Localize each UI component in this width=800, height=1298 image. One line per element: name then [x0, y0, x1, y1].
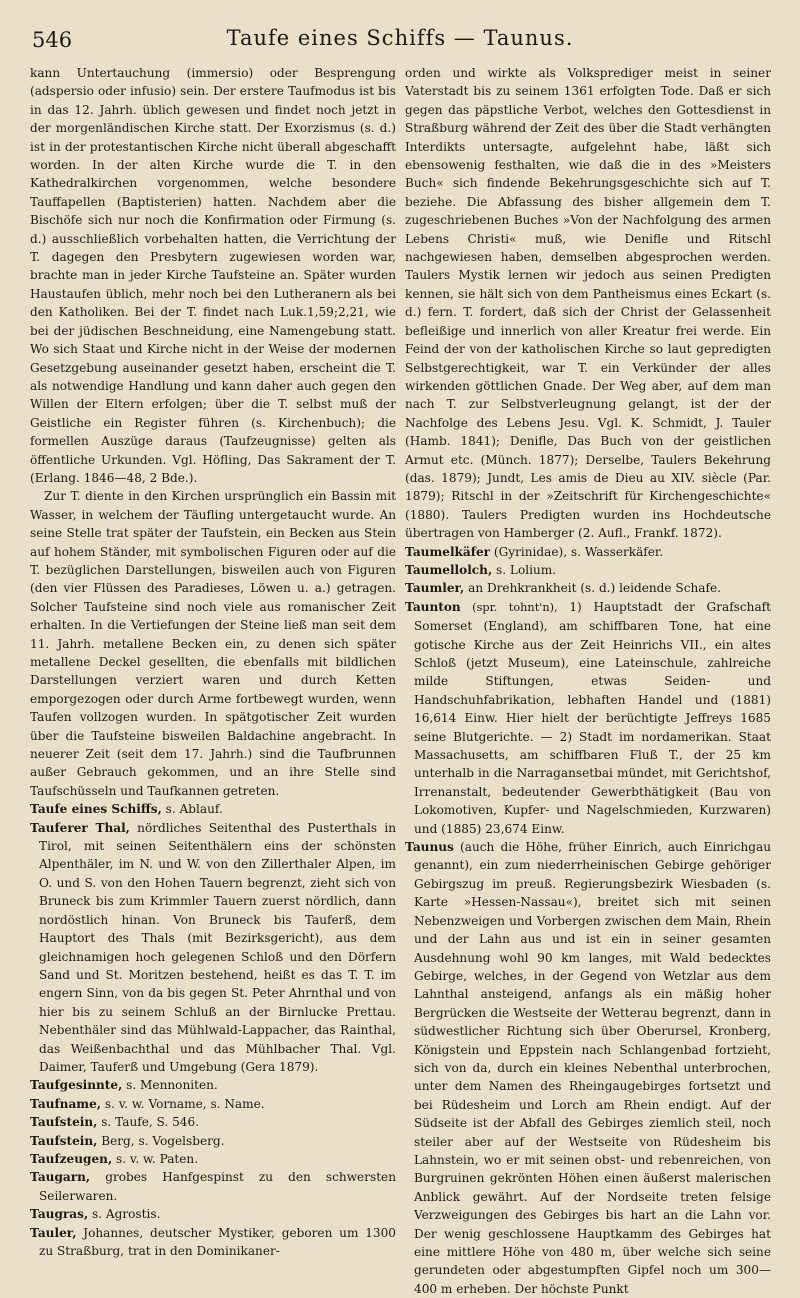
- headword: Taufgesinnte,: [30, 1078, 123, 1093]
- entry-text: (auch die Höhe, früher Einrich, auch Einrichgau genannt), ein zum niederrheinischen Gebirge gehöriger Gebirgszug im preuß. Regierungsbezirk Wiesbaden (s. Karte »Hessen-Nassau«), breitet sich mit seinen Nebenzweigen und Vorbergen zwischen dem Main, Rhein und der Lahn aus und ist ein in seiner gesamten Ausdehnung wohl 90 km langes, mit Wald bedecktes Gebirge, welches, in der Gegend von Wetzlar aus dem Lahnthal ansteigend, anfangs als ein mäßig hoher Bergrücken die Westseite der Wetterau begrenzt, dann in südwestlicher Richtung sich über Oberursel, Kronberg, Königstein und Eppstein nach Schlangenbad fortzieht, sich von da, durch ein kleines Nebenthal unterbrochen, unter dem Namen des Rheingaugebirges fortsetzt und bei Rüdesheim und Lorch am Rhein endigt. Auf der Südseite ist der Abfall des Gebirges ziemlich steil, noch steiler aber auf der Westseite von Rüdesheim bis Lahnstein, wo er mit seinen obst- und rebenreichen, von Burgruinen gekrönten Höhen einen äußerst malerischen Anblick gewährt. Auf der Nordseite treten felsige Verzweigungen des Gebirges bis hart an die Lahn vor. Der wenig geschlossene Hauptkamm des Gebirges hat eine mittlere Höhe von 480 m, über welche sich seine gerundeten oder abgestumpften Gipfel noch um 300—400 m erheben. Der höchste Punkt: [414, 840, 771, 1296]
- entry-taunton: [405, 598, 771, 838]
- headword: Taumler,: [405, 581, 465, 596]
- entry-taunus: [405, 838, 771, 1298]
- headword: Taufname,: [30, 1096, 102, 1111]
- headword: Taufstein,: [30, 1133, 98, 1148]
- headword: Taugras,: [30, 1207, 89, 1222]
- entry-text: grobes Hanfgespinst zu den schwersten Seilerwaren.: [39, 1170, 396, 1203]
- entry-text: s. Lolium.: [492, 562, 557, 577]
- headword: Taumellolch,: [405, 562, 493, 577]
- page-header: [30, 22, 770, 56]
- headword: Taufe eines Schiffs,: [30, 802, 162, 817]
- entry-taugras: [30, 1205, 396, 1223]
- headword: Taugarn,: [30, 1170, 91, 1185]
- entry-text: s. v. w. Paten.: [112, 1151, 199, 1166]
- entry-taumellolch: [405, 561, 771, 579]
- left-column: [30, 64, 396, 1260]
- entry-text: s. v. w. Vorname, s. Name.: [101, 1096, 265, 1111]
- entry-taufstein-berg: [30, 1132, 396, 1150]
- entry-text: (Gyrinidae), s. Wasserkäfer.: [490, 544, 664, 559]
- entry-tauler: [30, 1224, 396, 1261]
- headword: Taufstein,: [30, 1115, 98, 1130]
- entry-text: Berg, s. Vogelsberg.: [97, 1133, 225, 1148]
- entry-taufe-eines-schiffs: [30, 800, 396, 818]
- entry-taugarn: [30, 1168, 396, 1205]
- entry-continuation-taufe: kann Untertauchung (immersio) oder Besprengung (adspersio oder infusio) sein. Der erstere Taufmodus ist bis in das 12. Jahrh. üblich gewesen und findet noch jetzt in der morgenländischen Kirche statt. Der Exorzismus (s. d.) ist in der protestantischen Kirche nicht überall abgeschafft worden. In der alten Kirche wurde die T. in den Kathedralkirchen vorgenommen, welche besondere Tauffapellen (Baptisterien) hatten. Nachdem aber die Bischöfe sich nur noch die Konfirmation oder Firmung (s. d.) ausschließlich vorbehalten hatten, die Verrichtung der T. dagegen den Presbytern zugewiesen worden war, brachte man in jeder Kirche Taufsteine an. Später wurden Haustaufen üblich, mehr noch bei den Lutheranern als bei den Katholiken. Bei der T. findet nach Luk.1,59;2,21, wie bei der jüdischen Beschneidung, eine Namengebung statt. Wo sich Staat und Kirche nicht in der Weise der modernen Gesetzgebung auseinander gesetzt haben, erscheint die T. als notwendige Handlung und kann daher auch gegen den Willen der Eltern erfolgen; über die T. selbst muß der Geistliche ein Register führen (s. Kirchenbuch); die formellen Auszüge daraus (Taufzeugnisse) gelten als öffentliche Urkunden. Vgl. Höfling, Das Sakrament der T. (Erlang. 1846—48, 2 Bde.).: [30, 66, 396, 485]
- entry-taufname: [30, 1095, 396, 1113]
- running-title: Taufe eines Schiffs — Taunus.: [226, 26, 574, 50]
- paragraph-taufsteine: Zur T. diente in den Kirchen ursprünglich ein Bassin mit Wasser, in welchem der Täufling untergetaucht wurde. An seine Stelle trat später der Taufstein, ein Becken aus Stein auf hohem Ständer, mit symbolischen Figuren oder auf die T. bezüglichen Darstellungen, bisweilen auch von Figuren (den vier Flüssen des Paradieses, Löwen u. a.) getragen. Solcher Taufsteine sind noch viele aus romanischer Zeit erhalten. In die Vertiefungen der Steine ließ man seit dem 11. Jahrh. metallene Becken ein, zu denen sich später metallene Deckel gesellten, die ebenfalls mit bildlichen Darstellungen verziert waren und durch Ketten emporgezogen oder durch Arme fortbewegt wurden, wenn Taufen vollzogen wurden. In spätgotischer Zeit wurden über die Taufsteine bisweilen Baldachine angebracht. In neuerer Zeit (seit dem 17. Jahrh.) sind die Taufbrunnen außer Gebrauch gekommen, und an ihre Stelle sind Taufschüsseln und Taufkannen getreten.: [30, 489, 396, 798]
- entry-taufgesinnte: [30, 1076, 396, 1094]
- headword: Tauferer Thal,: [30, 820, 130, 835]
- entry-text: Johannes, deutscher Mystiker, geboren um 1300 zu Straßburg, trat in den Dominikaner-: [39, 1225, 396, 1258]
- entry-tauferer-thal: [30, 819, 396, 1077]
- right-column: [405, 64, 771, 1298]
- entry-taumler: [405, 579, 771, 597]
- entry-continuation-tauler: orden und wirkte als Volksprediger meist in seiner Vaterstadt bis zu seinem 1361 erfolgten Tode. Daß er sich gegen das päpstliche Verbot, welches den Gottesdienst in Straßburg während der Zeit des über die Stadt verhängten Interdikts untersagte, aufgelehnt habe, läßt sich ebensowenig festhalten, wie daß die in des »Meisters Buch« sich findende Bekehrungsgeschichte sich auf T. beziehe. Die Abfassung des bisher allgemein dem T. zugeschriebenen Buches »Von der Nachfolgung des armen Lebens Christi« muß, wie Denifle und Ritschl nachgewiesen haben, demselben abgesprochen werden. Taulers Mystik lernen wir jedoch aus seinen Predigten kennen, sie hält sich von dem Pantheismus eines Eckart (s. d.) fern. T. fordert, daß sich der Christ der Gelassenheit befleißige und innerlich von aller Kreatur frei werde. Ein Feind der von der katholischen Kirche so laut gepredigten Selbstgerechtigkeit, war T. ein Verkünder der alles wirkenden göttlichen Gnade. Der Weg aber, auf dem man nach T. zur Selbstverleugnung gelangt, ist der der Nachfolge des Lebens Jesu. Vgl. K. Schmidt, J. Tauler (Hamb. 1841); Denifle, Das Buch von der geistlichen Armut etc. (Münch. 1877); Derselbe, Taulers Bekehrung (das. 1879); Jundt, Les amis de Dieu au XIV. siècle (Par. 1879); Ritschl in der »Zeitschrift für Kirchengeschichte« (1880). Taulers Predigten wurden ins Hochdeutsche übertragen von Hamberger (2. Aufl., Frankf. 1872).: [405, 66, 771, 541]
- page-number: 546: [32, 28, 73, 52]
- headword: Taunton: [405, 599, 461, 614]
- entry-taufzeugen: [30, 1150, 396, 1168]
- headword: Taunus: [405, 840, 454, 855]
- entry-text: s. Agrostis.: [88, 1207, 161, 1222]
- headword: Tauler,: [30, 1225, 77, 1240]
- entry-text: nördliches Seitenthal des Pusterthals in Tirol, mit seinen Seitenthälern eins der schönsten Alpenthäler, im N. und W. von den Zillerthaler Alpen, im O. und S. von den Hohen Tauern begrenzt, zieht sich von Bruneck bis zum Krimmler Tauern zuerst nördlich, dann nordöstlich hinan. Von Bruneck bis Tauferß, dem Hauptort des Thals (mit Bezirksgericht), aus dem gleichnamigen hoch gelegenen Schloß und den Dörfern Sand und St. Moritzen bestehend, heißt es das T. T. im engern Sinn, von da bis gegen St. Peter Ahrnthal und von hier bis zu seinem Schluß an der Birnlucke Prettau. Nebenthäler sind das Mühlwald-Lappacher, das Rainthal, das Weißenbachthal und das Mühlbacher Thal. Vgl. Daimer, Tauferß und Umgebung (Gera 1879).: [39, 820, 396, 1074]
- pronunciation: (spr. tohnt'n),: [460, 600, 558, 614]
- entry-text: s. Ablauf.: [161, 802, 223, 817]
- headword: Taumelkäfer: [405, 544, 491, 559]
- entry-text: 1) Hauptstadt der Grafschaft Somerset (England), am schiffbaren Tone, hat eine gotische Kirche aus der Zeit Heinrichs VII., ein altes Schloß (jetzt Museum), eine Lateinschule, zahlreiche milde Stiftungen, etwas Seiden- und Handschuhfabrikation, lebhaften Handel und (1881) 16,614 Einw. Hier hielt der berüchtigte Jeffreys 1685 seine Blutgerichte. — 2) Stadt im nordamerikan. Staat Massachusetts, am schiffbaren Fluß T., der 25 km unterhalb in die Narragansetbai mündet, mit Gerichtshof, Irrenanstalt, bedeutender Gewerbthätigkeit (Bau von Lokomotiven, Kupfer- und Nagelschmieden, Kurzwaren) und (1885) 23,674 Einw.: [414, 599, 771, 836]
- entry-text: an Drehkrankheit (s. d.) leidende Schafe.: [464, 581, 721, 596]
- entry-text: s. Mennoniten.: [122, 1078, 218, 1093]
- entry-taumelkaefer: [405, 543, 771, 561]
- headword: Taufzeugen,: [30, 1151, 113, 1166]
- entry-text: s. Taufe, S. 546.: [97, 1115, 200, 1130]
- entry-taufstein: [30, 1113, 396, 1131]
